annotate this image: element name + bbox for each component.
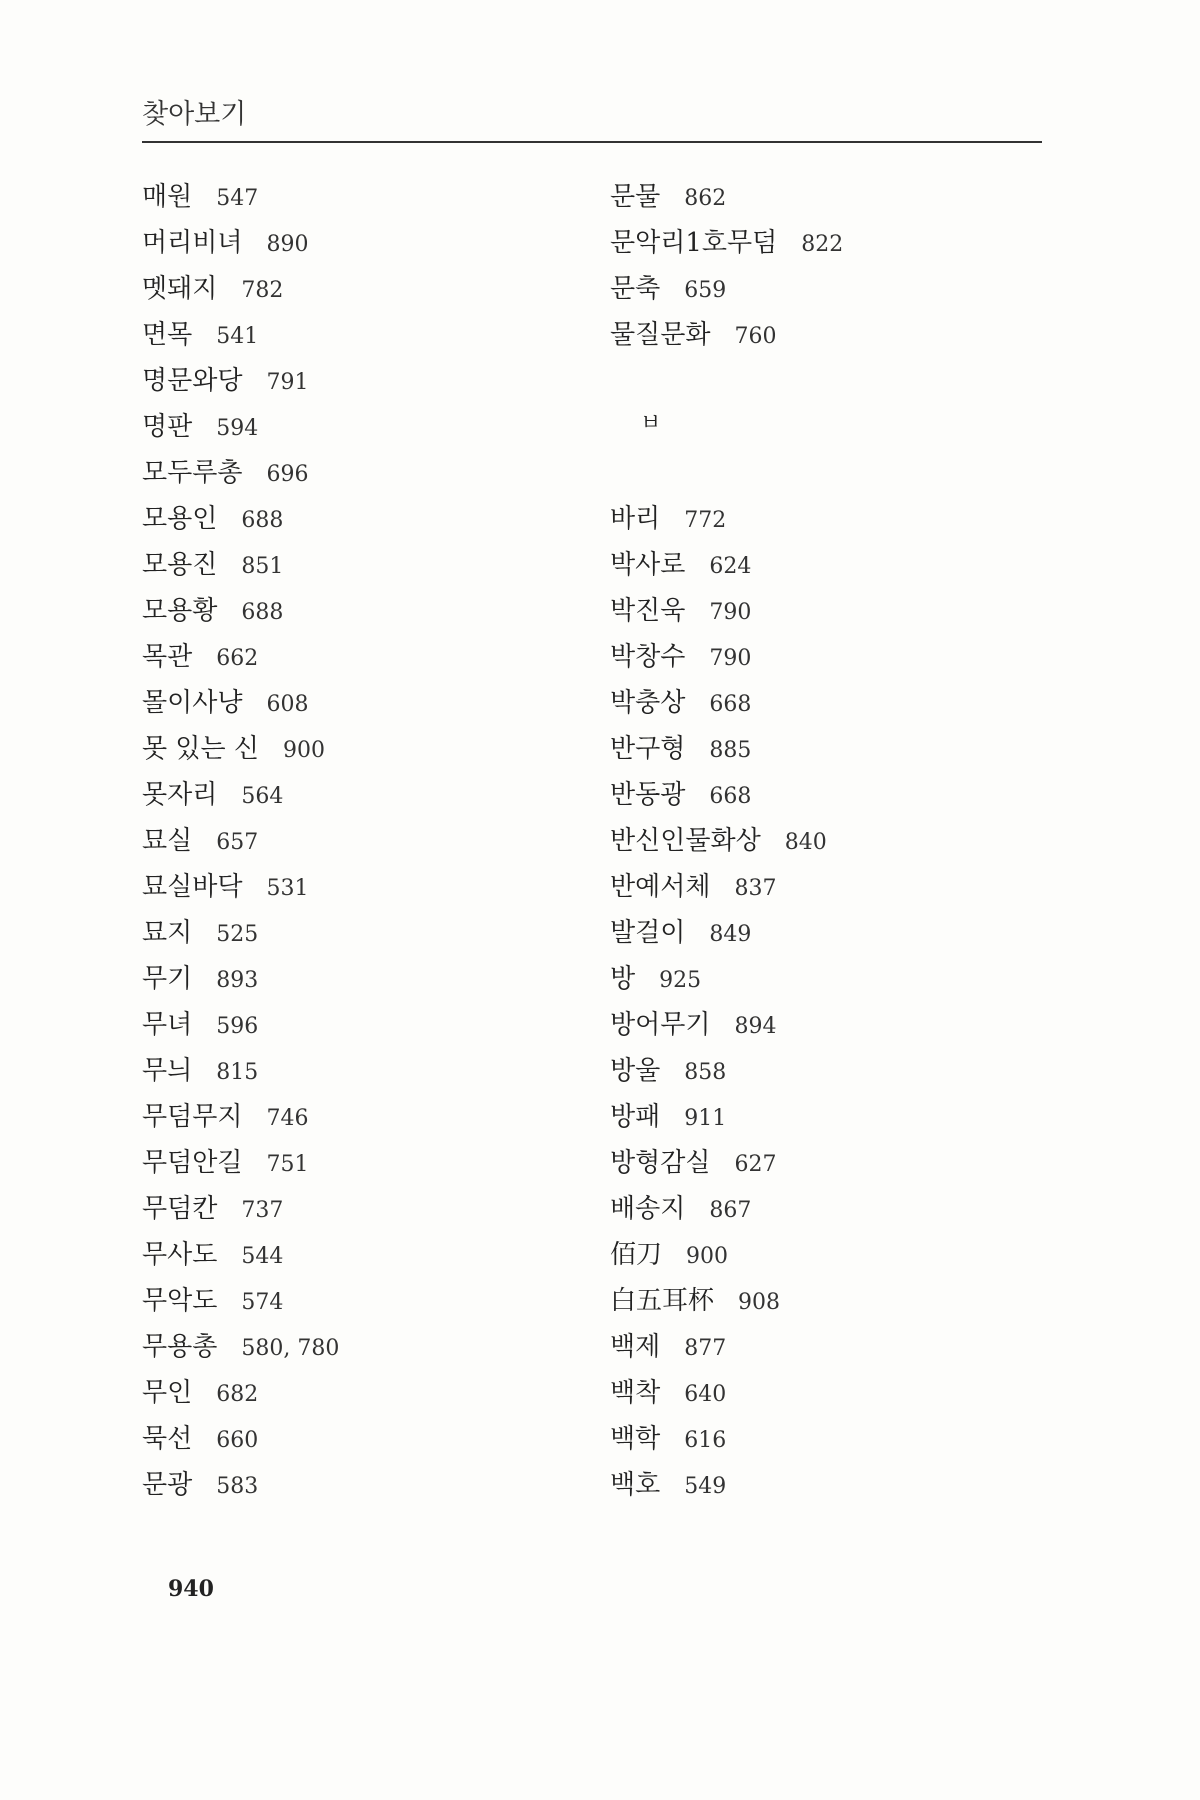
- page-reference: 682: [216, 1382, 259, 1407]
- index-term: 백학: [610, 1424, 661, 1454]
- page-reference: 894: [734, 1014, 777, 1039]
- index-term: 묘지: [142, 918, 193, 948]
- header-title: 찾아보기: [142, 99, 247, 130]
- index-entry: [610, 866, 843, 912]
- index-term: 머리비녀: [142, 228, 243, 258]
- page-reference: 549: [684, 1474, 727, 1499]
- index-entry: [610, 1234, 843, 1280]
- page-reference: 640: [684, 1382, 727, 1407]
- page-reference: 782: [241, 278, 284, 303]
- index-term: 문악리1호무덤: [610, 228, 778, 258]
- index-term: 박사로: [610, 550, 686, 580]
- index-entry: [142, 1418, 339, 1464]
- index-entry: [142, 636, 339, 682]
- page-reference: 751: [266, 1152, 309, 1177]
- index-entry: [142, 1326, 339, 1372]
- index-entry: [610, 268, 843, 314]
- page-reference: 624: [709, 554, 752, 579]
- page-reference: 657: [216, 830, 259, 855]
- index-term: 모용인: [142, 504, 218, 534]
- index-term: 반예서체: [610, 872, 711, 902]
- index-term: 반신인물화상: [610, 826, 761, 856]
- index-entry: [142, 314, 339, 360]
- page-reference: 815: [216, 1060, 259, 1085]
- page-reference: 867: [709, 1198, 752, 1223]
- index-entry: [142, 1004, 339, 1050]
- index-group-mieum: [610, 176, 843, 360]
- index-entry: [142, 360, 339, 406]
- index-term: 반동광: [610, 780, 686, 810]
- index-entry: [610, 1372, 843, 1418]
- index-entry: [142, 1050, 339, 1096]
- page-reference: 925: [659, 968, 702, 993]
- page-reference: 668: [709, 784, 752, 809]
- index-entry: [610, 1418, 843, 1464]
- page-reference: 688: [241, 600, 284, 625]
- page-reference: 790: [709, 600, 752, 625]
- index-entry: [142, 774, 339, 820]
- index-term: 모용진: [142, 550, 218, 580]
- page-reference: 608: [266, 692, 309, 717]
- index-entry: [610, 544, 843, 590]
- index-entry: [610, 1096, 843, 1142]
- index-entry: [142, 1188, 339, 1234]
- index-term: 白五耳杯: [610, 1286, 715, 1316]
- index-term: 무사도: [142, 1240, 218, 1270]
- index-term: 佰刀: [610, 1240, 663, 1270]
- page-reference: 900: [283, 738, 325, 763]
- index-entry: [610, 774, 843, 820]
- index-entry: [142, 1280, 339, 1326]
- page-reference: 877: [684, 1336, 727, 1361]
- index-term: 백착: [610, 1378, 661, 1408]
- index-term: 방어무기: [610, 1010, 711, 1040]
- index-entry: [142, 1372, 339, 1418]
- index-term: 무기: [142, 964, 193, 994]
- index-entry: [610, 1464, 843, 1510]
- page-reference: 564: [241, 784, 284, 809]
- index-entry: [610, 314, 843, 360]
- header-rule: [142, 141, 1042, 143]
- index-term: 무녀: [142, 1010, 193, 1040]
- index-entry: [610, 820, 843, 866]
- index-entry: [610, 636, 843, 682]
- index-entry: [142, 1464, 339, 1510]
- index-entry: [610, 1188, 843, 1234]
- index-entry: [142, 590, 339, 636]
- index-entry: [610, 728, 843, 774]
- index-term: 묘실: [142, 826, 193, 856]
- index-group-bieup: [610, 498, 843, 1510]
- index-entry: [142, 958, 339, 1004]
- index-term: 멧돼지: [142, 274, 218, 304]
- page-number: 940: [168, 1576, 214, 1602]
- index-term: 목관: [142, 642, 193, 672]
- page-reference: 791: [266, 370, 309, 395]
- index-term: 방: [610, 964, 636, 994]
- page-reference: 911: [684, 1106, 727, 1131]
- index-entry: [142, 820, 339, 866]
- page-reference: 688: [241, 508, 284, 533]
- page-reference: 862: [684, 186, 727, 211]
- index-term: 못자리: [142, 780, 218, 810]
- index-entry: [142, 176, 339, 222]
- page-reference: 541: [216, 324, 259, 349]
- page-reference: 772: [684, 508, 727, 533]
- page-reference: 580, 780: [241, 1336, 340, 1361]
- page-reference: 760: [734, 324, 777, 349]
- index-term: 박충상: [610, 688, 686, 718]
- index-term: 방울: [610, 1056, 661, 1086]
- index-term: 백호: [610, 1470, 661, 1500]
- index-term: 무용총: [142, 1332, 218, 1362]
- index-term: 묘실바닥: [142, 872, 243, 902]
- page-reference: 594: [216, 416, 259, 441]
- index-entry: [610, 590, 843, 636]
- index-term: 박진욱: [610, 596, 686, 626]
- page-reference: 858: [684, 1060, 727, 1085]
- index-term: 문축: [610, 274, 661, 304]
- index-entry: [142, 268, 339, 314]
- index-term: 면목: [142, 320, 193, 350]
- index-entry: [610, 912, 843, 958]
- index-column-right: [610, 176, 843, 1510]
- index-entry: [142, 406, 339, 452]
- index-term: 물질문화: [610, 320, 711, 350]
- index-entry: [142, 498, 339, 544]
- index-entry: [142, 1234, 339, 1280]
- page-reference: 885: [709, 738, 752, 763]
- index-entry: [142, 728, 339, 774]
- index-term: 못 있는 신: [142, 734, 259, 764]
- index-term: 무덤무지: [142, 1102, 243, 1132]
- page-reference: 900: [686, 1244, 729, 1269]
- index-entry: [142, 544, 339, 590]
- running-header: [142, 92, 1042, 143]
- page-reference: 574: [241, 1290, 284, 1315]
- index-term: 방형감실: [610, 1148, 711, 1178]
- page-reference: 627: [734, 1152, 777, 1177]
- index-entry: [610, 222, 843, 268]
- index-entry: [610, 958, 843, 1004]
- index-term: 백제: [610, 1332, 661, 1362]
- index-entry: [142, 682, 339, 728]
- index-entry: [610, 1280, 843, 1326]
- page-reference: 544: [241, 1244, 284, 1269]
- page-reference: 908: [738, 1290, 781, 1315]
- index-term: 발걸이: [610, 918, 686, 948]
- page-reference: 660: [216, 1428, 259, 1453]
- index-entry: [610, 1004, 843, 1050]
- page-reference: 531: [266, 876, 309, 901]
- page-reference: 668: [709, 692, 752, 717]
- index-entry: [142, 452, 339, 498]
- index-term: 배송지: [610, 1194, 686, 1224]
- page-reference: 662: [216, 646, 259, 671]
- index-term: 무덤칸: [142, 1194, 218, 1224]
- page-reference: 547: [216, 186, 259, 211]
- page-reference: 851: [241, 554, 284, 579]
- page-reference: 616: [684, 1428, 727, 1453]
- section-letter: ㅂ: [640, 411, 662, 436]
- page-reference: 893: [216, 968, 259, 993]
- index-term: 모두루총: [142, 458, 243, 488]
- index-term: 반구형: [610, 734, 686, 764]
- page-reference: 596: [216, 1014, 259, 1039]
- index-entry: [142, 1142, 339, 1188]
- index-entry: [142, 1096, 339, 1142]
- page-reference: 837: [734, 876, 777, 901]
- index-term: 무덤안길: [142, 1148, 243, 1178]
- index-term: 바리: [610, 504, 661, 534]
- index-term: 매원: [142, 182, 193, 212]
- index-term: 문물: [610, 182, 661, 212]
- page-reference: 790: [709, 646, 752, 671]
- index-entry: [610, 1326, 843, 1372]
- index-term: 문광: [142, 1470, 193, 1500]
- page-reference: 849: [709, 922, 752, 947]
- index-term: 방패: [610, 1102, 661, 1132]
- page-reference: 696: [266, 462, 309, 487]
- page-reference: 822: [801, 232, 844, 257]
- index-entry: [610, 498, 843, 544]
- section-gap: [610, 452, 843, 498]
- index-entry: [610, 176, 843, 222]
- index-term: 묵선: [142, 1424, 193, 1454]
- page-reference: 737: [241, 1198, 284, 1223]
- page-reference: 840: [784, 830, 827, 855]
- index-entry: [142, 912, 339, 958]
- page-reference: 525: [216, 922, 259, 947]
- index-entry: [610, 682, 843, 728]
- index-term: 박창수: [610, 642, 686, 672]
- page-reference: 746: [266, 1106, 309, 1131]
- index-entry: [610, 1142, 843, 1188]
- index-entry: [142, 222, 339, 268]
- section-gap: [610, 360, 843, 406]
- index-term: 몰이사냥: [142, 688, 243, 718]
- index-term: 무인: [142, 1378, 193, 1408]
- page-reference: 659: [684, 278, 727, 303]
- index-term: 무늬: [142, 1056, 193, 1086]
- page-reference: 890: [266, 232, 309, 257]
- index-term: 명판: [142, 412, 193, 442]
- index-entry: [142, 866, 339, 912]
- index-entry: [610, 1050, 843, 1096]
- index-term: 모용황: [142, 596, 218, 626]
- page-reference: 583: [216, 1474, 259, 1499]
- index-term: 명문와당: [142, 366, 243, 396]
- index-term: 무악도: [142, 1286, 218, 1316]
- index-column-left: [142, 176, 339, 1510]
